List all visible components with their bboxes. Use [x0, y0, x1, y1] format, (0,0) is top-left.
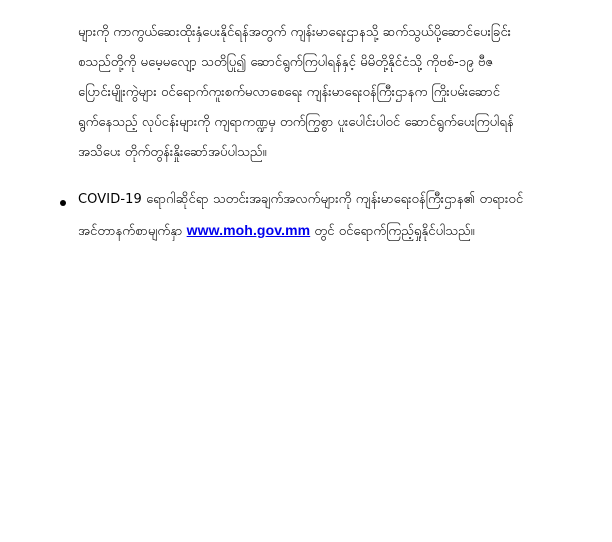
paragraph-line: ပြောင်းမျိုးကွဲများ ဝင်ရောက်ကူးစက်မလာစေရေး ကျန်းမာရေးဝန်ကြီးဌာနက ကြိုးပမ်းဆောင် — [78, 85, 501, 100]
bullet-line-2-prefix: အင်တာနက်စာမျက်နှာ — [78, 224, 187, 239]
bullet-line-2 — [78, 215, 594, 245]
paragraph-line: များကို ကာကွယ်ဆေးထိုးနှံပေးနိုင်ရန်အတွက် ကျန်းမာရေးဌာနသို့ ဆက်သွယ်ပို့ဆောင်ပေးခြင်း — [78, 25, 512, 40]
bullet-line-1: COVID-19 ရောဂါဆိုင်ရာ သတင်းအချက်အလက်များကို ကျန်းမာရေးဝန်ကြီးဌာန၏ တရားဝင် — [78, 192, 524, 207]
paragraph-line: စသည်တို့ကို မမေ့မလျော့ သတိပြု၍ ဆောင်ရွက်ကြပါရန်နှင့် မိမိတို့နိုင်ငံသို့ ကိုဗစ်-၁၉ ဗီဇ — [78, 55, 494, 70]
bullet-line-2-suffix: တွင် ဝင်ရောက်ကြည့်ရှုနိုင်ပါသည်။ — [310, 224, 475, 239]
paragraph-line: ရွက်နေသည့် လုပ်ငန်းများကို ကျရာကဏ္ဍမှ တက်ကြွစွာ ပူးပေါင်းပါဝင် ဆောင်ရွက်ပေးကြပါရန် — [78, 115, 514, 130]
bullet-dot-icon — [60, 200, 66, 206]
bullet-list-item — [78, 185, 594, 245]
paragraph-continuation — [78, 18, 594, 168]
moh-website-link[interactable]: www.moh.gov.mm — [186, 222, 311, 238]
paragraph-line: အသိပေး တိုက်တွန်းနှိုးဆော်အပ်ပါသည်။ — [78, 145, 267, 160]
